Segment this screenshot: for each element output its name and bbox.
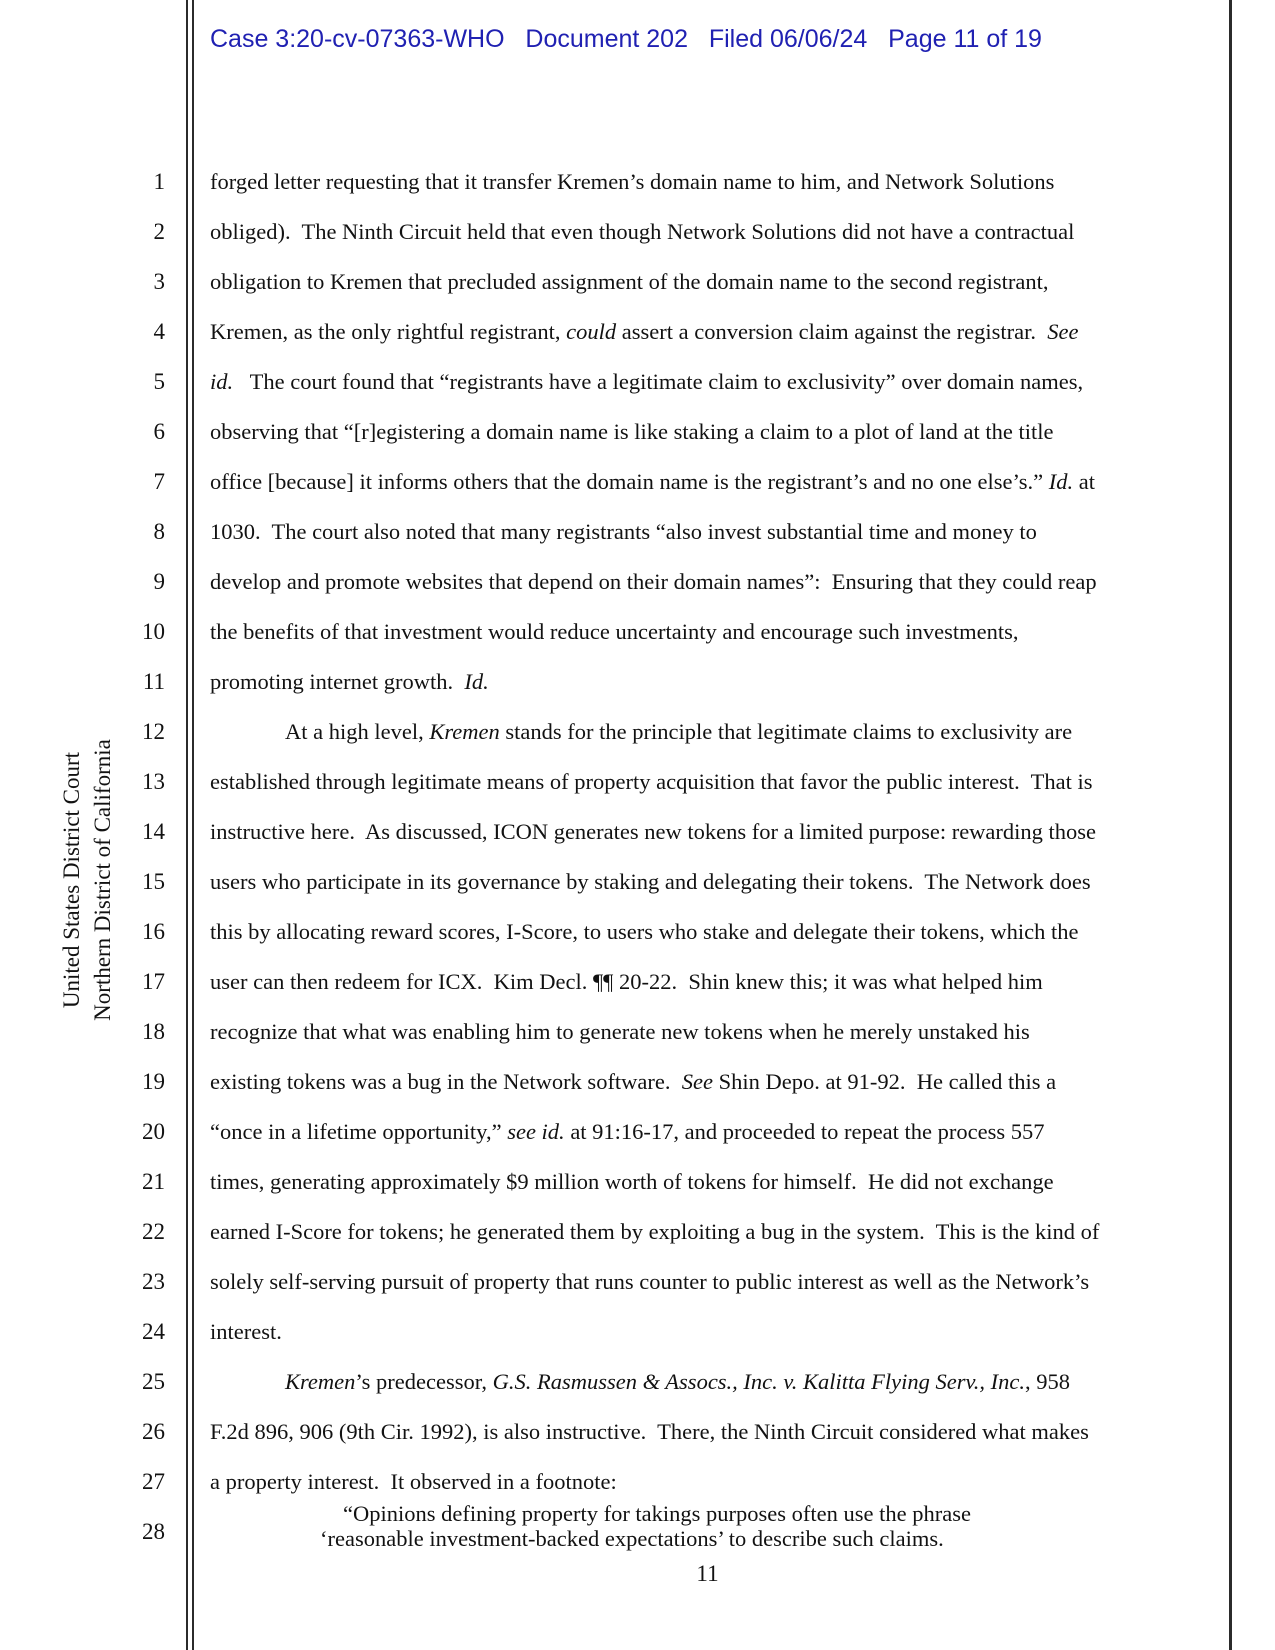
body-line: solely self-serving pursuit of property that runs counter to public interest as well as the Network’s bbox=[210, 1269, 1090, 1294]
case-header: Case 3:20-cv-07363-WHO Document 202 Filed 06/06/24 Page 11 of 19 bbox=[210, 25, 1042, 53]
quote-line: ‘reasonable investment-backed expectations’ to describe such claims. bbox=[320, 1526, 944, 1551]
line-number: 9 bbox=[153, 569, 165, 594]
body-line: recognize that what was enabling him to generate new tokens when he merely unstaked his bbox=[210, 1019, 1030, 1044]
body-line: earned I-Score for tokens; he generated them by exploiting a bug in the system. This is the kind of bbox=[210, 1219, 1100, 1244]
body-line: existing tokens was a bug in the Network software. See Shin Depo. at 91-92. He called this a bbox=[210, 1069, 1057, 1094]
body-line: Kremen’s predecessor, G.S. Rasmussen & Assocs., Inc. v. Kalitta Flying Serv., Inc., 958 bbox=[285, 1369, 1071, 1394]
line-number: 19 bbox=[142, 1069, 165, 1094]
line-number: 14 bbox=[142, 819, 165, 844]
left-rule-outer bbox=[186, 0, 188, 1650]
district-name-vertical: Northern District of California bbox=[90, 739, 115, 1021]
line-number: 8 bbox=[153, 519, 165, 544]
body-line: 1030. The court also noted that many registrants “also invest substantial time and money to bbox=[210, 519, 1037, 544]
line-number: 11 bbox=[142, 669, 165, 694]
body-line: develop and promote websites that depend on their domain names”: Ensuring that they could reap bbox=[210, 569, 1097, 594]
body-line: id. The court found that “registrants have a legitimate claim to exclusivity” over domain names, bbox=[210, 369, 1084, 394]
line-number: 23 bbox=[142, 1269, 165, 1294]
body-line: users who participate in its governance by staking and delegating their tokens. The Network does bbox=[210, 869, 1091, 894]
body-line: F.2d 896, 906 (9th Cir. 1992), is also instructive. There, the Ninth Circuit considered what makes bbox=[210, 1419, 1089, 1444]
line-number: 26 bbox=[142, 1419, 165, 1444]
line-number: 4 bbox=[153, 319, 165, 344]
line-number: 12 bbox=[142, 719, 165, 744]
line-number: 6 bbox=[153, 419, 165, 444]
body-line: interest. bbox=[210, 1319, 282, 1344]
body-line: times, generating approximately $9 million worth of tokens for himself. He did not exchange bbox=[210, 1169, 1054, 1194]
body-line: user can then redeem for ICX. Kim Decl. ¶¶ 20-22. Shin knew this; it was what helped him bbox=[210, 969, 1043, 994]
quote-line: “Opinions defining property for takings purposes often use the phrase bbox=[343, 1501, 971, 1526]
body-line: established through legitimate means of property acquisition that favor the public interest. That is bbox=[210, 769, 1093, 794]
line-number: 22 bbox=[142, 1219, 165, 1244]
line-number: 28 bbox=[142, 1519, 165, 1544]
line-number: 17 bbox=[142, 969, 165, 994]
line-number: 21 bbox=[142, 1169, 165, 1194]
line-number: 25 bbox=[142, 1369, 165, 1394]
page-number: 11 bbox=[696, 1561, 719, 1586]
left-rule-inner bbox=[192, 0, 194, 1650]
line-number: 1 bbox=[153, 169, 165, 194]
line-number: 10 bbox=[142, 619, 165, 644]
line-number: 7 bbox=[153, 469, 165, 494]
body-line: this by allocating reward scores, I-Score, to users who stake and delegate their tokens, which the bbox=[210, 919, 1079, 944]
body-line: a property interest. It observed in a footnote: bbox=[210, 1469, 617, 1494]
line-number: 16 bbox=[142, 919, 165, 944]
line-number: 2 bbox=[153, 219, 165, 244]
body-line: the benefits of that investment would reduce uncertainty and encourage such investments, bbox=[210, 619, 1019, 644]
body-line: At a high level, Kremen stands for the principle that legitimate claims to exclusivity are bbox=[285, 719, 1073, 744]
line-number: 5 bbox=[153, 369, 165, 394]
body-line: observing that “[r]egistering a domain name is like staking a claim to a plot of land at the title bbox=[210, 419, 1054, 444]
court-name-vertical: United States District Court bbox=[59, 751, 84, 1009]
body-line: promoting internet growth. Id. bbox=[210, 669, 489, 694]
line-number: 20 bbox=[142, 1119, 165, 1144]
body-line: “once in a lifetime opportunity,” see id. at 91:16-17, and proceeded to repeat the process 557 bbox=[210, 1119, 1045, 1144]
body-line: obligation to Kremen that precluded assignment of the domain name to the second registrant, bbox=[210, 269, 1049, 294]
body-line: forged letter requesting that it transfer Kremen’s domain name to him, and Network Solutions bbox=[210, 169, 1055, 194]
right-rule bbox=[1229, 0, 1232, 1650]
body-line: instructive here. As discussed, ICON generates new tokens for a limited purpose: rewarding those bbox=[210, 819, 1097, 844]
line-number: 24 bbox=[142, 1319, 165, 1344]
body-line: Kremen, as the only rightful registrant, could assert a conversion claim against the registrar. See bbox=[210, 319, 1079, 344]
line-number: 13 bbox=[142, 769, 165, 794]
line-number: 18 bbox=[142, 1019, 165, 1044]
body-line: obliged). The Ninth Circuit held that even though Network Solutions did not have a contractual bbox=[210, 219, 1075, 244]
body-line: office [because] it informs others that the domain name is the registrant’s and no one else’s.” Id. at bbox=[210, 469, 1095, 494]
line-number: 27 bbox=[142, 1469, 165, 1494]
line-number: 15 bbox=[142, 869, 165, 894]
line-number: 3 bbox=[153, 269, 165, 294]
